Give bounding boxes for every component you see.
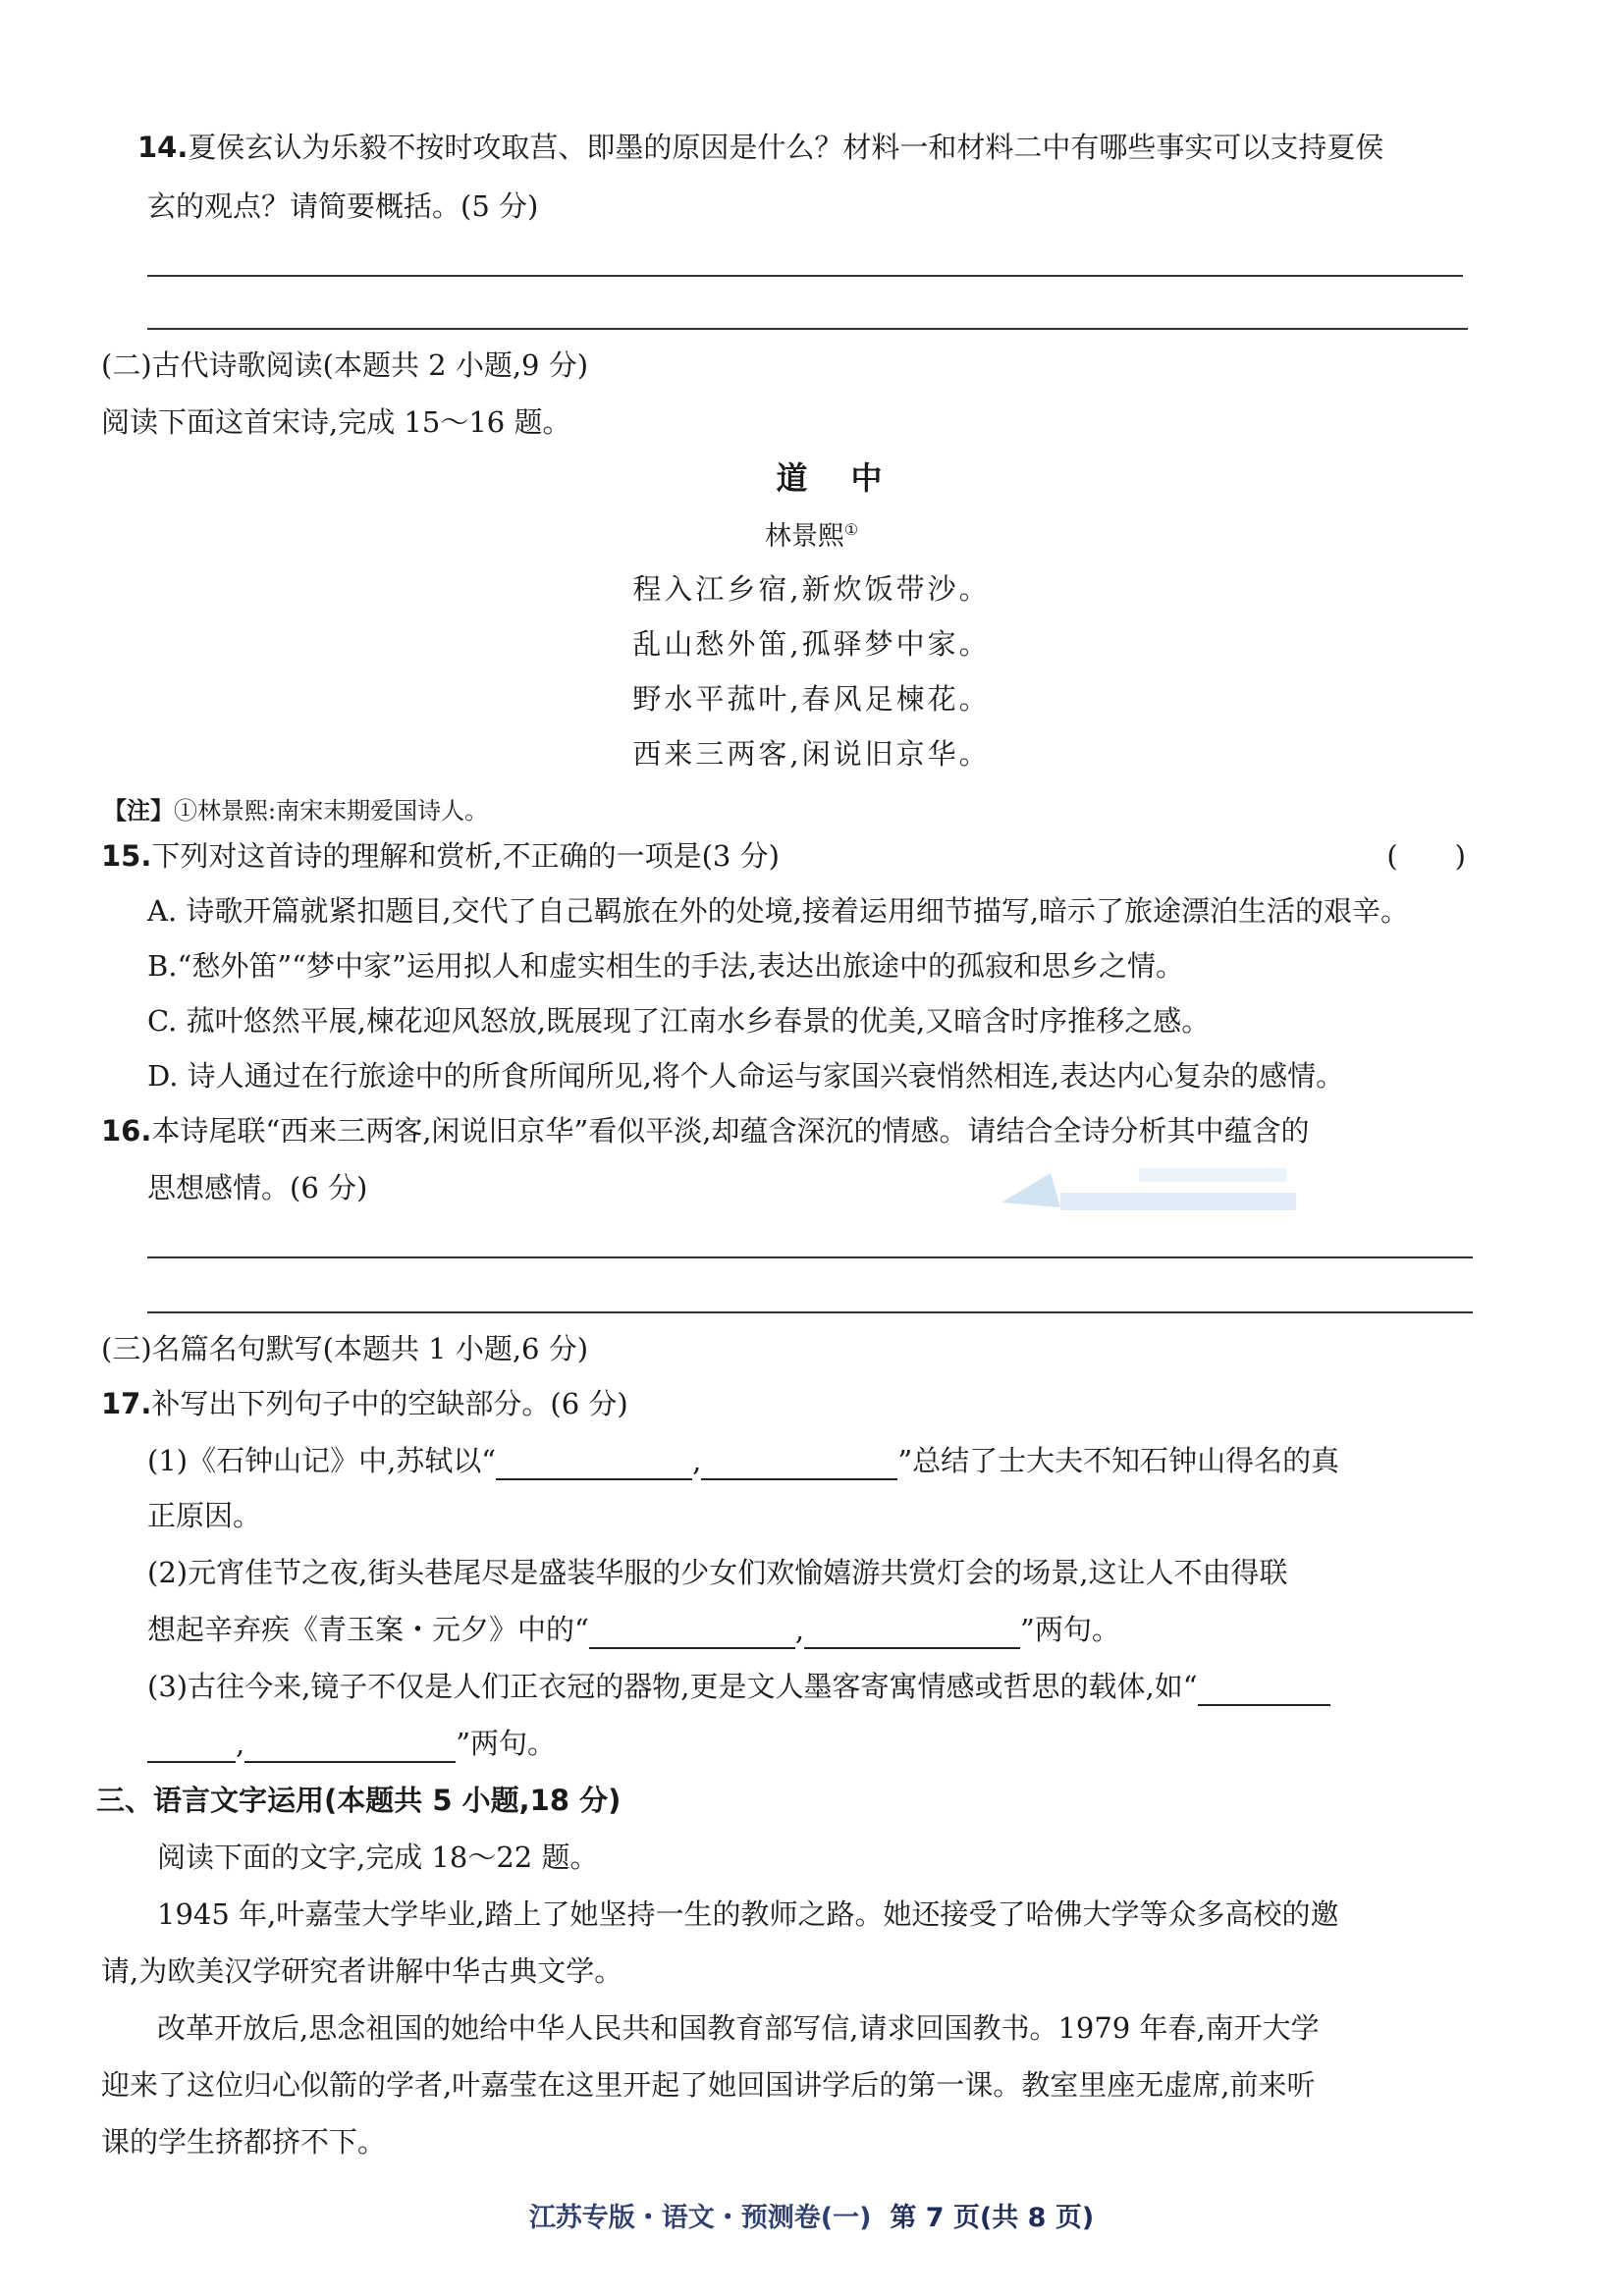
part3-para1-line1: 1945 年,叶嘉莹大学毕业,踏上了她坚持一生的教师之路。她还接受了哈佛大学等众多高校的邀 [157,1897,1339,1931]
q14-answer-line-1[interactable] [147,275,1463,277]
poem-note-text: ①林景熙:南宋末期爱国诗人。 [174,797,489,825]
q17-item1-blank-2[interactable] [701,1449,897,1480]
poem-author-note-mark: ① [843,520,859,539]
q17-stem: 补写出下列句子中的空缺部分。(6 分) [151,1387,628,1420]
poem-note-label: 【注】 [103,797,174,825]
q17-stem-line [101,1384,1486,1423]
part3-para2-line2: 迎来了这位归心似箭的学者,叶嘉莹在这里开起了她回国讲学后的第一课。教室里座无虚席,前来听 [101,2068,1316,2102]
q17-item1-prefix: (1)《石钟山记》中,苏轼以“ [147,1444,497,1477]
q14-line1 [137,128,1486,167]
q16-line2: 思想感情。(6 分) [147,1171,368,1204]
q17-item2-blank-2[interactable] [804,1618,1020,1649]
footer-title: 江苏专版・语文・预测卷(一) [528,2203,872,2233]
q17-number: 17. [101,1387,152,1420]
q17-item2-blank-1[interactable] [589,1618,795,1649]
poem-line-4: 西来三两客,闲说旧京华。 [632,737,991,771]
q14-line2: 玄的观点？请简要概括。(5 分) [147,189,539,223]
poem-line-1: 程入江乡宿,新炊饭带沙。 [632,572,991,606]
section3-heading: (三)名篇名句默写(本题共 1 小题,6 分) [101,1332,589,1365]
q17-item3-line2 [147,1724,1486,1763]
q17-item3-prefix: (3)古往今来,镜子不仅是人们正衣冠的器物,更是文人墨客寄寓情感或哲思的载体,如“ [147,1670,1198,1703]
q15-answer-paren[interactable]: ( ) [1386,839,1466,873]
poem-title: 道中 [776,459,926,497]
q17-item1-blank-1[interactable] [496,1449,692,1480]
part3-para2-line1: 改革开放后,思念祖国的她给中华人民共和国教育部写信,请求回国教书。1979 年春,南开大学 [157,2011,1320,2045]
part3-para1-line2: 请,为欧美汉学研究者讲解中华古典文学。 [101,1954,623,1988]
q17-item2-suffix: ”两句。 [1020,1613,1120,1646]
poem-line-3: 野水平菰叶,春风足楝花。 [632,682,991,716]
q15-number: 15. [101,839,152,873]
q17-item3-blank-1a[interactable] [1198,1675,1330,1706]
q14-text-1: 夏侯玄认为乐毅不按时攻取莒、即墨的原因是什么？材料一和材料二中有哪些事实可以支持夏侯 [188,131,1384,164]
q17-item3-sep: , [236,1727,245,1760]
part3-para2-line3: 课的学生挤都挤不下。 [101,2125,387,2159]
q16-answer-line-1[interactable] [147,1256,1473,1258]
q17-item1-line [147,1441,1486,1480]
footer-page-number: 第 7 页(共 8 页) [890,2203,1095,2233]
poem-author [0,510,1623,557]
q17-item1-suffix: ”总结了士大夫不知石钟山得名的真 [897,1444,1340,1477]
page-footer [0,2199,1623,2238]
q15-option-d: D. 诗人通过在行旅途中的所食所闻所见,将个人命运与家国兴衰悄然相连,表达内心复杂的感情。 [147,1059,1345,1093]
poem-author-name: 林景熙 [764,521,844,552]
q17-item1-continued: 正原因。 [147,1499,262,1532]
part3-heading: 三、语言文字运用(本题共 5 小题,18 分) [96,1784,622,1817]
q15-stem: 下列对这首诗的理解和赏析,不正确的一项是(3 分) [151,839,780,873]
q17-item3-blank-1b[interactable] [147,1732,236,1763]
q17-item2-line1: (2)元宵佳节之夜,街头巷尾尽是盛装华服的少女们欢愉嬉游共赏灯会的场景,这让人不由得联 [147,1556,1288,1589]
q17-item1-sep: , [692,1444,702,1477]
q16-text-1: 本诗尾联“西来三两客,闲说旧京华”看似平淡,却蕴含深沉的情感。请结合全诗分析其中蕴含的 [151,1114,1310,1148]
q15-stem-line [101,836,1486,876]
part3-instruction: 阅读下面的文字,完成 18～22 题。 [157,1841,599,1874]
q16-number: 16. [101,1114,152,1148]
q15-option-b: B.“愁外笛”“梦中家”运用拟人和虚实相生的手法,表达出旅途中的孤寂和思乡之情。 [147,949,1185,983]
q17-item2-line2 [147,1610,1486,1649]
q17-item2-prefix: 想起辛弃疾《青玉案・元夕》中的“ [147,1613,589,1646]
q15-option-a: A. 诗歌开篇就紧扣题目,交代了自己羁旅在外的处境,接着运用细节描写,暗示了旅途漂泊生活的艰辛。 [147,894,1410,928]
poem-line-2: 乱山愁外笛,孤驿梦中家。 [632,627,991,661]
q17-item2-sep: , [794,1613,805,1646]
poem-note [103,791,1486,830]
section2-instruction: 阅读下面这首宋诗,完成 15～16 题。 [101,405,571,439]
watermark-graphic [992,1134,1306,1222]
q16-answer-line-2[interactable] [147,1311,1473,1313]
q14-number: 14. [137,131,189,164]
q17-item3-line1 [147,1667,1486,1706]
q14-answer-line-2[interactable] [147,328,1468,330]
q17-item3-suffix: ”两句。 [456,1727,557,1760]
q15-option-c: C. 菰叶悠然平展,楝花迎风怒放,既展现了江南水乡春景的优美,又暗含时序推移之感。 [147,1004,1211,1038]
q17-item3-blank-2[interactable] [244,1732,456,1763]
section2-heading: (二)古代诗歌阅读(本题共 2 小题,9 分) [101,348,589,382]
